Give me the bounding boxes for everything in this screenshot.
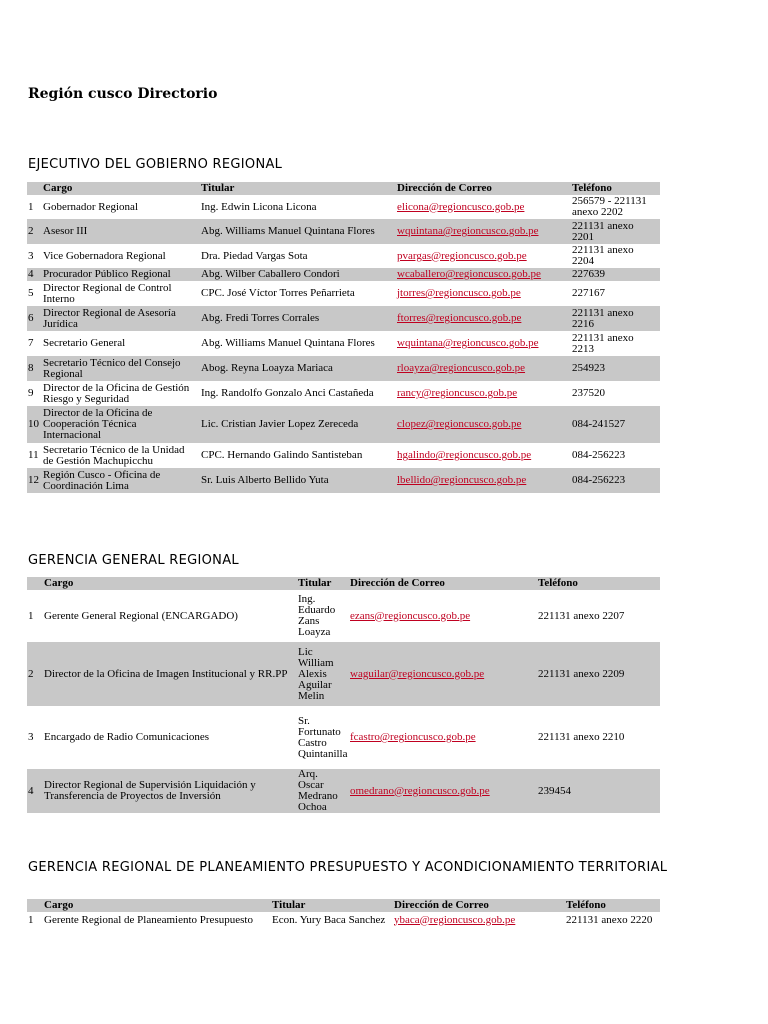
directory-table-gerencia-general: [27, 577, 660, 813]
cargo-cell: Director Regional de Asesoría Jurídica: [41, 306, 199, 331]
telefono-cell: 084-241527: [570, 406, 660, 443]
row-number: 4: [27, 769, 42, 813]
cargo-cell: Gerente General Regional (ENCARGADO): [44, 609, 238, 622]
header-titular: Titular: [199, 182, 395, 195]
titular-cell: Abg. Williams Manuel Quintana Flores: [201, 337, 375, 349]
directory-table-ejecutivo: [27, 182, 660, 493]
cargo-cell: Vice Gobernadora Regional: [43, 249, 166, 262]
section-title-planeamiento: GERENCIA REGIONAL DE PLANEAMIENTO PRESUPUESTO Y ACONDICIONAMIENTO TERRITORIAL: [28, 860, 668, 875]
header-correo: Dirección de Correo: [395, 182, 570, 195]
header-cargo: Cargo: [42, 899, 270, 912]
header-titular: Titular: [270, 899, 392, 912]
telefono-cell: 084-256223: [572, 449, 626, 461]
cargo-cell: Gerente Regional de Planeamiento Presupuesto: [44, 913, 253, 926]
table-row: [27, 219, 660, 244]
header-telefono: Teléfono: [564, 899, 660, 912]
telefono-cell: 221131 anexo 2209: [536, 642, 660, 706]
titular-cell: Abg. Williams Manuel Quintana Flores: [199, 219, 395, 244]
email-link[interactable]: wquintana@regioncusco.gob.pe: [395, 219, 570, 244]
table-row: [27, 706, 660, 769]
telefono-cell: 084-256223: [570, 468, 660, 493]
table-row: [27, 268, 660, 281]
row-number: 12: [27, 468, 41, 493]
section-title-ejecutivo: EJECUTIVO DEL GOBIERNO REGIONAL: [28, 157, 283, 172]
header-cargo: Cargo: [42, 577, 296, 590]
email-link[interactable]: elicona@regioncusco.gob.pe: [397, 200, 525, 213]
cargo-cell: Director de la Oficina de Imagen Institucional y RR.PP: [42, 642, 296, 706]
email-link[interactable]: lbellido@regioncusco.gob.pe: [395, 468, 570, 493]
email-link[interactable]: fcastro@regioncusco.gob.pe: [350, 731, 476, 743]
email-link[interactable]: omedrano@regioncusco.gob.pe: [348, 769, 536, 813]
telefono-cell: 227167: [572, 287, 605, 299]
titular-cell: Ing. Edwin Licona Licona: [201, 200, 317, 213]
row-number: 9: [28, 387, 34, 399]
telefono-cell: 221131 anexo 2216: [570, 306, 660, 331]
telefono-cell: 221131 anexo 2213: [572, 331, 634, 355]
telefono-cell: 239454: [536, 769, 660, 813]
telefono-cell: 237520: [572, 387, 605, 399]
header-telefono: Teléfono: [536, 577, 660, 590]
titular-cell: Lic. Cristian Javier Lopez Zereceda: [199, 406, 395, 443]
table-row: [27, 381, 660, 406]
table-row: [27, 468, 660, 493]
row-number: 1: [28, 609, 34, 622]
row-number: 4: [27, 268, 41, 281]
titular-cell: Lic William Alexis Aguilar Melin: [296, 642, 348, 706]
table-row: [27, 195, 660, 219]
row-number: 2: [27, 642, 42, 706]
cargo-cell: Secretario Técnico de la Unidad de Gestión Machupicchu: [43, 443, 185, 467]
cargo-cell: Director de la Oficina de Cooperación Técnica Internacional: [41, 406, 199, 443]
cargo-cell: Gobernador Regional: [43, 200, 138, 213]
titular-cell: CPC. José Víctor Torres Peñarrieta: [201, 287, 355, 299]
directory-table-planeamiento: [27, 899, 660, 928]
table-row: [27, 331, 660, 356]
table-header-row: [27, 899, 660, 912]
header-titular: Titular: [296, 577, 348, 590]
email-link[interactable]: ybaca@regioncusco.gob.pe: [394, 913, 516, 926]
table-header-row: [27, 577, 660, 590]
table-row: [27, 356, 660, 381]
telefono-cell: 254923: [570, 356, 660, 381]
email-link[interactable]: rloayza@regioncusco.gob.pe: [395, 356, 570, 381]
header-telefono: Teléfono: [570, 182, 660, 195]
titular-cell: Econ. Yury Baca Sanchez: [272, 913, 386, 926]
cargo-cell: Encargado de Radio Comunicaciones: [44, 731, 210, 743]
telefono-cell: 227639: [570, 268, 660, 281]
titular-cell: Abg. Wilber Caballero Condori: [199, 268, 395, 281]
email-link[interactable]: hgalindo@regioncusco.gob.pe: [397, 449, 532, 461]
header-correo: Dirección de Correo: [348, 577, 536, 590]
table-row: [27, 590, 660, 642]
titular-cell: Dra. Piedad Vargas Sota: [201, 249, 308, 262]
cargo-cell: Asesor III: [41, 219, 199, 244]
cargo-cell: Director de la Oficina de Gestión Riesgo y Seguridad: [43, 381, 190, 405]
titular-cell: Ing. Eduardo Zans Loayza: [298, 593, 336, 638]
titular-cell: Abg. Fredi Torres Corrales: [199, 306, 395, 331]
telefono-cell: 221131 anexo 2210: [538, 731, 625, 743]
titular-cell: CPC. Hernando Galindo Santisteban: [201, 449, 363, 461]
row-number: 7: [28, 337, 34, 349]
row-number: 3: [28, 731, 34, 743]
row-number: 6: [27, 306, 41, 331]
row-number: 5: [28, 287, 34, 299]
row-number: 3: [28, 249, 34, 262]
header-correo: Dirección de Correo: [392, 899, 564, 912]
row-number: 1: [28, 200, 34, 213]
row-number: 2: [27, 219, 41, 244]
telefono-cell: 221131 anexo 2201: [570, 219, 660, 244]
telefono-cell: 221131 anexo 2204: [572, 244, 634, 267]
page-title: Región cusco Directorio: [28, 86, 218, 102]
email-link[interactable]: wquintana@regioncusco.gob.pe: [397, 337, 539, 349]
email-link[interactable]: waguilar@regioncusco.gob.pe: [348, 642, 536, 706]
email-link[interactable]: ezans@regioncusco.gob.pe: [350, 609, 471, 622]
titular-cell: Sr. Luis Alberto Bellido Yuta: [199, 468, 395, 493]
table-row: [27, 642, 660, 706]
telefono-cell: 221131 anexo 2207: [538, 609, 625, 622]
row-number: 1: [28, 913, 34, 926]
titular-cell: Abog. Reyna Loayza Mariaca: [199, 356, 395, 381]
row-number: 10: [27, 406, 41, 443]
table-header-row: [27, 182, 660, 195]
titular-cell: Arq. Oscar Medrano Ochoa: [296, 769, 348, 813]
email-link[interactable]: pvargas@regioncusco.gob.pe: [397, 249, 527, 262]
email-link[interactable]: jtorres@regioncusco.gob.pe: [397, 287, 521, 299]
table-row: [27, 769, 660, 813]
cargo-cell: Secretario General: [43, 337, 126, 349]
table-row: [27, 912, 660, 928]
titular-cell: Sr. Fortunato Castro Quintanilla: [298, 714, 348, 760]
email-link[interactable]: clopez@regioncusco.gob.pe: [395, 406, 570, 443]
table-row: [27, 281, 660, 306]
email-link[interactable]: rancy@regioncusco.gob.pe: [397, 387, 518, 399]
email-link[interactable]: ftorres@regioncusco.gob.pe: [395, 306, 570, 331]
cargo-cell: Director Regional de Control Interno: [43, 281, 172, 305]
cargo-cell: Director Regional de Supervisión Liquidación y Transferencia de Proyectos de Inversión: [42, 769, 296, 813]
table-row: [27, 306, 660, 331]
telefono-cell: 221131 anexo 2220: [566, 913, 653, 926]
cargo-cell: Procurador Público Regional: [41, 268, 199, 281]
table-row: [27, 406, 660, 443]
row-number: 11: [28, 449, 39, 461]
table-row: [27, 244, 660, 268]
cargo-cell: Región Cusco - Oficina de Coordinación Lima: [41, 468, 199, 493]
header-cargo: Cargo: [41, 182, 199, 195]
titular-cell: Ing. Randolfo Gonzalo Anci Castañeda: [201, 387, 374, 399]
row-number: 8: [27, 356, 41, 381]
table-row: [27, 443, 660, 468]
cargo-cell: Secretario Técnico del Consejo Regional: [41, 356, 199, 381]
email-link[interactable]: wcaballero@regioncusco.gob.pe: [395, 268, 570, 281]
telefono-cell: 256579 - 221131 anexo 2202: [572, 195, 647, 218]
section-title-gerencia-general: GERENCIA GENERAL REGIONAL: [28, 553, 239, 568]
